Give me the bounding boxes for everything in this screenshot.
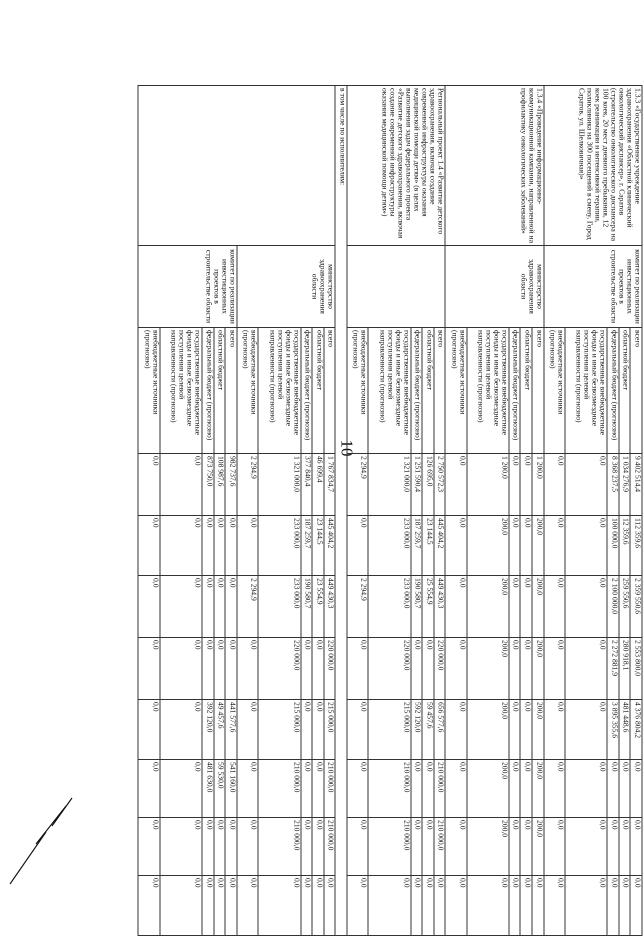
funding-source-cell: внебюджетные источники (прогнозно): [347, 328, 369, 454]
amount-cell: 541 160,0: [225, 760, 237, 818]
section-label: в том числе по исполнителям:: [335, 86, 347, 936]
funding-source-cell: областной бюджет: [521, 328, 533, 454]
amount-cell: 0,0: [312, 760, 324, 818]
amount-cell: 0,0: [347, 818, 369, 876]
amount-cell: 0,0: [347, 760, 369, 818]
amount-cell: 23 554,9: [312, 576, 324, 638]
table-row: [630, 86, 642, 936]
amount-cell: 0,0: [160, 818, 202, 876]
amount-cell: 200,0: [467, 638, 509, 700]
funding-source-cell: государственные внебюджетные фонды и иные безвозмездные поступления целевой направленности (прогнозно): [258, 328, 300, 454]
amount-cell: 0,0: [138, 516, 160, 576]
amount-cell: 0,0: [521, 818, 533, 876]
amount-cell: 0,0: [509, 454, 521, 516]
amount-cell: 0,0: [411, 876, 423, 936]
amount-cell: 0,0: [347, 638, 369, 700]
amount-cell: 4 376 804,2: [630, 700, 642, 760]
amount-cell: 0,0: [324, 876, 336, 936]
funding-source-cell: областной бюджет: [422, 328, 434, 454]
amount-cell: 0,0: [138, 760, 160, 818]
amount-cell: 200,0: [467, 700, 509, 760]
amount-cell: 200,0: [532, 700, 544, 760]
funding-source-cell: всего: [324, 328, 336, 454]
amount-cell: 210 000,0: [368, 818, 410, 876]
page-number: 10: [337, 439, 357, 457]
funding-source-cell: государственные внебюджетные фонды и иные безвозмездные поступления целевой направленности (прогнозно): [467, 328, 509, 454]
amount-cell: 2 294,9: [347, 454, 369, 516]
funding-source-cell: всего: [630, 328, 642, 454]
amount-cell: 200,0: [532, 516, 544, 576]
amount-cell: 210 000,0: [434, 818, 446, 876]
amount-cell: 0,0: [565, 454, 607, 516]
amount-cell: 0,0: [565, 516, 607, 576]
amount-cell: 0,0: [301, 876, 313, 936]
amount-cell: 0,0: [422, 638, 434, 700]
amount-cell: 0,0: [312, 818, 324, 876]
amount-cell: 0,0: [565, 876, 607, 936]
funding-source-cell: федеральный бюджет (прогнозно): [202, 328, 214, 454]
executor-cell: министерство здравоохранения области: [445, 246, 543, 328]
amount-cell: 0,0: [411, 760, 423, 818]
amount-cell: 0,0: [544, 876, 566, 936]
amount-cell: 0,0: [445, 516, 467, 576]
amount-cell: 0,0: [509, 818, 521, 876]
amount-cell: 0,0: [214, 818, 226, 876]
amount-cell: 0,0: [301, 818, 313, 876]
amount-cell: 2 294,9: [237, 454, 259, 516]
amount-cell: 220 000,0: [368, 638, 410, 700]
amount-cell: 1 321 000,0: [258, 454, 300, 516]
event-name-cell: Региональный проект 1.4 «Развитие детского здравоохранения, включая создание современной инфраструктуры оказания медицинской помощи детям» (в целях выполнения задач федерального проекта «Развитие детского здравоохранения, включая создание современной инфраструктуры оказания медицинской помощи детям»): [347, 86, 445, 246]
amount-cell: 0,0: [619, 760, 631, 818]
amount-cell: 0,0: [467, 876, 509, 936]
amount-cell: 100 000,0: [607, 516, 619, 576]
amount-cell: 0,0: [521, 516, 533, 576]
amount-cell: 0,0: [237, 638, 259, 700]
amount-cell: 9 402 514,4: [630, 454, 642, 516]
amount-cell: 656 577,6: [434, 700, 446, 760]
amount-cell: 0,0: [301, 760, 313, 818]
amount-cell: 0,0: [202, 818, 214, 876]
amount-cell: 0,0: [214, 516, 226, 576]
amount-cell: 0,0: [138, 638, 160, 700]
amount-cell: 0,0: [225, 638, 237, 700]
amount-cell: 200,0: [467, 516, 509, 576]
amount-cell: 0,0: [532, 876, 544, 936]
amount-cell: 1 034 276,9: [619, 454, 631, 516]
amount-cell: 1 200,0: [467, 454, 509, 516]
amount-cell: 200,0: [467, 818, 509, 876]
amount-cell: 190 580,7: [301, 576, 313, 638]
amount-cell: 0,0: [544, 700, 566, 760]
amount-cell: 481 448,6: [619, 700, 631, 760]
amount-cell: 8 368 237,5: [607, 454, 619, 516]
amount-cell: 0,0: [445, 638, 467, 700]
amount-cell: 0,0: [225, 818, 237, 876]
amount-cell: 0,0: [521, 576, 533, 638]
amount-cell: 0,0: [630, 876, 642, 936]
amount-cell: 108 987,6: [214, 454, 226, 516]
amount-cell: 215 000,0: [368, 700, 410, 760]
amount-cell: 2 294,9: [347, 576, 369, 638]
amount-cell: 2 553 800,0: [630, 638, 642, 700]
amount-cell: 0,0: [445, 576, 467, 638]
amount-cell: 0,0: [160, 760, 202, 818]
amount-cell: 220 000,0: [258, 638, 300, 700]
event-name-cell: 1.3.4 «Проведение информационно-коммуникационной кампании, направленной на профилактику онкологических заболеваний»: [445, 86, 543, 246]
amount-cell: 0,0: [138, 876, 160, 936]
amount-cell: 210 000,0: [258, 760, 300, 818]
amount-cell: 0,0: [411, 818, 423, 876]
amount-cell: 220 000,0: [434, 638, 446, 700]
amount-cell: 0,0: [368, 876, 410, 936]
amount-cell: 0,0: [160, 876, 202, 936]
amount-cell: 0,0: [225, 576, 237, 638]
amount-cell: 2 359 550,6: [630, 576, 642, 638]
amount-cell: 0,0: [565, 576, 607, 638]
amount-cell: 233 000,0: [258, 516, 300, 576]
event-name-cell: 1.3.3 «Государственное учреждение здравоохранения «Областной клинический онкологический диспансер», г. Саратов (строительство онкологического диспансера на 100 коек, 20 мест дневного пребывания, 12 коек реанимации и интенсивной терапии, поликлиника на 300 посещений в смену, Город Саратов, ул. Шелковичная)»: [544, 86, 642, 246]
funding-source-cell: всего: [532, 328, 544, 454]
amount-cell: 377 840,4: [301, 454, 313, 516]
amount-cell: 445 404,2: [324, 516, 336, 576]
table-row: [434, 86, 446, 936]
funding-source-cell: внебюджетные источники (прогнозно): [544, 328, 566, 454]
amount-cell: 441 577,6: [225, 700, 237, 760]
amount-cell: 0,0: [138, 454, 160, 516]
amount-cell: 0,0: [214, 576, 226, 638]
amount-cell: 0,0: [312, 876, 324, 936]
funding-source-cell: федеральный бюджет (прогнозно): [301, 328, 313, 454]
amount-cell: 1 251 590,4: [411, 454, 423, 516]
amount-cell: 59 530,0: [214, 760, 226, 818]
amount-cell: 873 750,0: [202, 454, 214, 516]
amount-cell: 210 000,0: [324, 760, 336, 818]
amount-cell: 0,0: [434, 876, 446, 936]
amount-cell: 0,0: [521, 700, 533, 760]
amount-cell: 0,0: [202, 638, 214, 700]
amount-cell: 126 695,0: [422, 454, 434, 516]
amount-cell: 0,0: [347, 876, 369, 936]
amount-cell: 0,0: [422, 876, 434, 936]
executor-cell: комитет по реализации инвестиционных проектов в строительстве области: [138, 246, 237, 328]
amount-cell: 0,0: [544, 516, 566, 576]
amount-cell: 187 259,7: [411, 516, 423, 576]
amount-cell: 0,0: [630, 818, 642, 876]
amount-cell: 0,0: [237, 818, 259, 876]
amount-cell: 210 000,0: [258, 818, 300, 876]
amount-cell: 0,0: [509, 760, 521, 818]
amount-cell: 0,0: [347, 516, 369, 576]
amount-cell: 210 000,0: [434, 760, 446, 818]
amount-cell: 0,0: [214, 638, 226, 700]
funding-source-cell: государственные внебюджетные фонды и иные безвозмездные поступления целевой направленности (прогнозно): [565, 328, 607, 454]
amount-cell: 0,0: [445, 454, 467, 516]
amount-cell: 449 430,3: [434, 576, 446, 638]
amount-cell: 200,0: [467, 576, 509, 638]
funding-source-cell: федеральный бюджет (прогнозно): [509, 328, 521, 454]
amount-cell: 0,0: [160, 516, 202, 576]
amount-cell: 0,0: [521, 638, 533, 700]
amount-cell: 200,0: [467, 760, 509, 818]
amount-cell: 1 200,0: [532, 454, 544, 516]
amount-cell: 0,0: [237, 700, 259, 760]
amount-cell: 1 767 834,7: [324, 454, 336, 516]
event-name-cell: [138, 86, 335, 246]
amount-cell: 0,0: [202, 576, 214, 638]
amount-cell: 0,0: [258, 876, 300, 936]
amount-cell: 190 580,7: [411, 576, 423, 638]
table-row: [324, 86, 336, 936]
amount-cell: 445 404,2: [434, 516, 446, 576]
amount-cell: 1 321 000,0: [368, 454, 410, 516]
amount-cell: 0,0: [544, 760, 566, 818]
funding-source-cell: областной бюджет: [312, 328, 324, 454]
amount-cell: 0,0: [607, 760, 619, 818]
amount-cell: 46 699,4: [312, 454, 324, 516]
amount-cell: 23 144,5: [422, 516, 434, 576]
amount-cell: 0,0: [565, 700, 607, 760]
amount-cell: 449 430,3: [324, 576, 336, 638]
amount-cell: 49 457,6: [214, 700, 226, 760]
amount-cell: 0,0: [565, 818, 607, 876]
amount-cell: 233 000,0: [258, 576, 300, 638]
amount-cell: 2 294,9: [237, 576, 259, 638]
amount-cell: 0,0: [544, 454, 566, 516]
funding-source-cell: внебюджетные источники (прогнозно): [237, 328, 259, 454]
amount-cell: 59 457,6: [422, 700, 434, 760]
amount-cell: 392 120,0: [202, 700, 214, 760]
amount-cell: 0,0: [509, 516, 521, 576]
amount-cell: 0,0: [521, 760, 533, 818]
budget-table-rotated: [138, 85, 643, 935]
amount-cell: 200,0: [532, 760, 544, 818]
amount-cell: 0,0: [607, 876, 619, 936]
amount-cell: 0,0: [138, 576, 160, 638]
amount-cell: 0,0: [160, 454, 202, 516]
signature-mark: [6, 780, 76, 890]
amount-cell: 481 630,0: [202, 760, 214, 818]
amount-cell: 0,0: [411, 638, 423, 700]
amount-cell: 210 000,0: [368, 760, 410, 818]
amount-cell: 0,0: [160, 638, 202, 700]
amount-cell: 233 000,0: [368, 516, 410, 576]
amount-cell: 982 737,6: [225, 454, 237, 516]
amount-cell: 0,0: [160, 576, 202, 638]
amount-cell: 0,0: [312, 700, 324, 760]
amount-cell: 0,0: [347, 700, 369, 760]
amount-cell: 0,0: [422, 818, 434, 876]
amount-cell: 200,0: [532, 638, 544, 700]
amount-cell: 0,0: [138, 818, 160, 876]
amount-cell: 0,0: [521, 454, 533, 516]
table-row: [335, 86, 347, 936]
amount-cell: 215 000,0: [324, 700, 336, 760]
funding-source-cell: федеральный бюджет (прогнозно): [607, 328, 619, 454]
amount-cell: 0,0: [214, 876, 226, 936]
amount-cell: 220 000,0: [324, 638, 336, 700]
amount-cell: 25 554,9: [422, 576, 434, 638]
amount-cell: 0,0: [445, 818, 467, 876]
amount-cell: 112 359,6: [630, 516, 642, 576]
amount-cell: 0,0: [509, 576, 521, 638]
amount-cell: 0,0: [521, 876, 533, 936]
amount-cell: 259 550,6: [619, 576, 631, 638]
amount-cell: 0,0: [619, 818, 631, 876]
amount-cell: 0,0: [509, 700, 521, 760]
amount-cell: 200,0: [532, 818, 544, 876]
amount-cell: 0,0: [422, 760, 434, 818]
amount-cell: 0,0: [160, 700, 202, 760]
amount-cell: 0,0: [237, 760, 259, 818]
amount-cell: 23 144,5: [312, 516, 324, 576]
amount-cell: 0,0: [445, 700, 467, 760]
amount-cell: 0,0: [544, 818, 566, 876]
funding-source-cell: областной бюджет: [619, 328, 631, 454]
amount-cell: 0,0: [630, 760, 642, 818]
amount-cell: 0,0: [225, 876, 237, 936]
amount-cell: 215 000,0: [258, 700, 300, 760]
executor-cell: комитет по реализации инвестиционных проектов в строительстве области: [544, 246, 642, 328]
amount-cell: 210 000,0: [324, 818, 336, 876]
amount-cell: 0,0: [607, 818, 619, 876]
amount-cell: 0,0: [225, 516, 237, 576]
amount-cell: 0,0: [509, 876, 521, 936]
amount-cell: 200,0: [532, 576, 544, 638]
amount-cell: 0,0: [202, 876, 214, 936]
funding-source-cell: всего: [434, 328, 446, 454]
amount-cell: 0,0: [445, 876, 467, 936]
amount-cell: 0,0: [445, 760, 467, 818]
funding-source-cell: федеральный бюджет (прогнозно): [411, 328, 423, 454]
amount-cell: 233 000,0: [368, 576, 410, 638]
funding-source-cell: всего: [225, 328, 237, 454]
amount-cell: 280 918,1: [619, 638, 631, 700]
funding-source-cell: внебюджетные источники (прогнозно): [138, 328, 160, 454]
funding-source-cell: областной бюджет: [214, 328, 226, 454]
budget-table: [138, 85, 643, 936]
amount-cell: 0,0: [565, 638, 607, 700]
amount-cell: 3 895 355,6: [607, 700, 619, 760]
amount-cell: 2 100 000,0: [607, 576, 619, 638]
amount-cell: 0,0: [301, 638, 313, 700]
amount-cell: 0,0: [619, 876, 631, 936]
funding-source-cell: государственные внебюджетные фонды и иные безвозмездные поступления целевой направленности (прогнозно): [160, 328, 202, 454]
table-row: [532, 86, 544, 936]
amount-cell: 12 359,6: [619, 516, 631, 576]
amount-cell: 187 259,7: [301, 516, 313, 576]
funding-source-cell: государственные внебюджетные фонды и иные безвозмездные поступления целевой направленности (прогнозно): [368, 328, 410, 454]
funding-source-cell: внебюджетные источники (прогнозно): [445, 328, 467, 454]
amount-cell: 0,0: [509, 638, 521, 700]
amount-cell: 0,0: [301, 700, 313, 760]
amount-cell: 0,0: [202, 516, 214, 576]
amount-cell: 0,0: [237, 516, 259, 576]
amount-cell: 2 272 881,9: [607, 638, 619, 700]
amount-cell: 0,0: [138, 700, 160, 760]
amount-cell: 0,0: [544, 576, 566, 638]
amount-cell: 0,0: [544, 638, 566, 700]
executor-cell: министерство здравоохранения области: [237, 246, 335, 328]
amount-cell: 592 120,0: [411, 700, 423, 760]
executor-cell: [347, 246, 445, 328]
amount-cell: 0,0: [237, 876, 259, 936]
amount-cell: 2 750 572,3: [434, 454, 446, 516]
amount-cell: 0,0: [565, 760, 607, 818]
amount-cell: 0,0: [312, 638, 324, 700]
